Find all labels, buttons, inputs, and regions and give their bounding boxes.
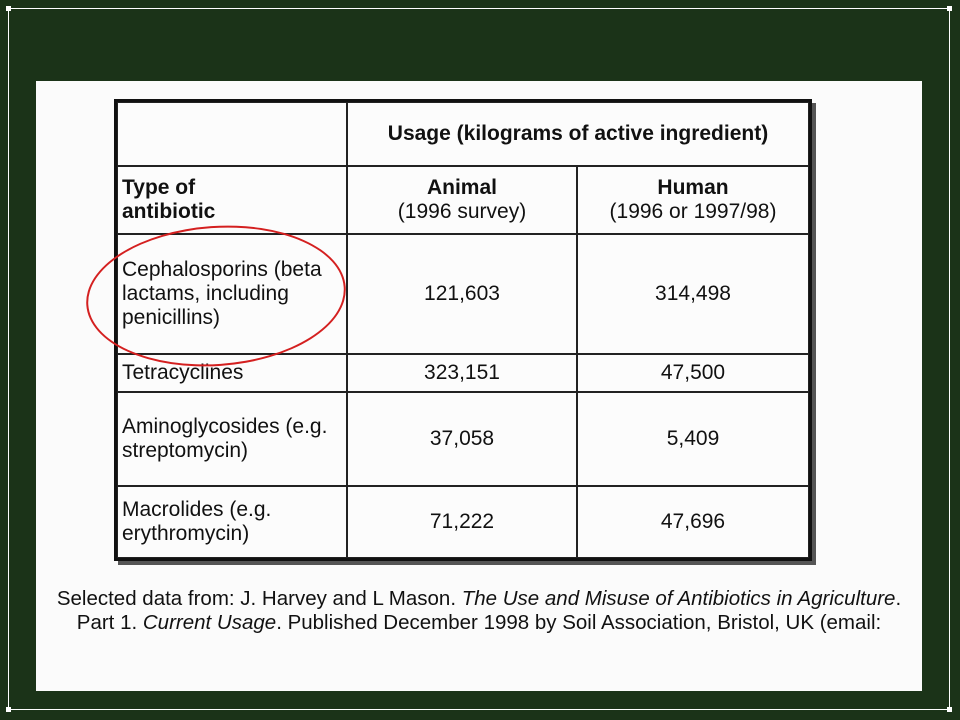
row-human-value: 314,498 [655, 282, 731, 305]
table-row-human [577, 486, 809, 558]
corner-dot [6, 707, 11, 712]
table-row-animal [347, 234, 577, 354]
caption-part: Selected data from: J. Harvey and L Mason. [56, 587, 462, 610]
type-header-text: Type of antibiotic [122, 176, 216, 223]
caption-part: . Part 1. [76, 587, 902, 634]
human-header-sub: (1996 or 1997/98) [609, 200, 777, 223]
row-human-value: 47,500 [660, 361, 726, 384]
table-row-human [577, 392, 809, 486]
usage-header-text: Usage (kilograms of active ingredient) [387, 122, 769, 145]
caption-title: The Use and Misuse of Antibiotics in Agriculture [461, 587, 896, 610]
corner-dot [6, 6, 11, 11]
scanned-page [36, 81, 922, 691]
row-animal-value: 37,058 [429, 427, 495, 450]
table-row-animal [347, 486, 577, 558]
animal-header-text: Animal [426, 176, 497, 199]
row-type-text: Macrolides (e.g. erythromycin) [122, 498, 272, 545]
human-header-text: Human [657, 176, 729, 199]
empty-header-cell [117, 102, 347, 166]
human-header [577, 166, 809, 234]
table-row-human [577, 354, 809, 392]
corner-dot [947, 6, 952, 11]
table-row-animal [347, 392, 577, 486]
row-type-text: Aminoglycosides (e.g. streptomycin) [122, 415, 328, 462]
row-animal-value: 323,151 [424, 361, 500, 384]
row-human-value: 47,696 [660, 510, 726, 533]
table-row-type [117, 392, 347, 486]
animal-header [347, 166, 577, 234]
row-animal-value: 71,222 [429, 510, 495, 533]
corner-dot [947, 707, 952, 712]
table-row-animal [347, 354, 577, 392]
row-animal-value: 121,603 [424, 282, 500, 305]
caption-subtitle: Current Usage [142, 611, 277, 634]
row-type-text: Cephalosporins (beta lactams, including penicillins) [122, 258, 322, 329]
table-row-type [117, 486, 347, 558]
table-row-human [577, 234, 809, 354]
caption-part: . Published December 1998 by Soil Association, Bristol, UK (email: [276, 611, 882, 634]
row-type-text: Tetracyclines [122, 361, 244, 384]
animal-header-sub: (1996 survey) [397, 200, 527, 223]
type-header [117, 166, 347, 234]
source-caption [36, 587, 922, 635]
usage-header [347, 102, 809, 166]
row-human-value: 5,409 [666, 427, 720, 450]
